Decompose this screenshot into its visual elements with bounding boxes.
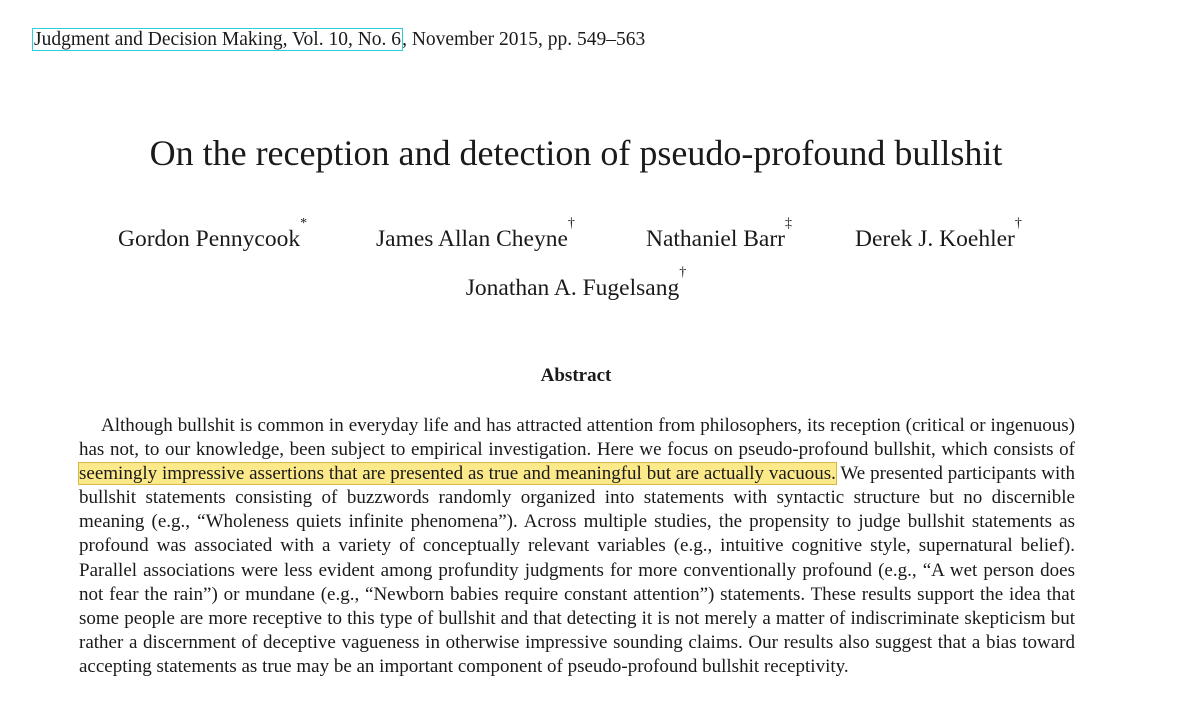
- author-3: [646, 216, 792, 256]
- affiliation-mark: †: [1014, 216, 1022, 231]
- abstract-text-after: We presented participants with bullshit statements consisting of buzzwords randomly organized into statements with syntactic structure but no discernible meaning (e.g., “Wholeness quiets infinite phenomena”). Across multiple studies, the propensity to judge bullshit statements as profound was associated with a variety of conceptually relevant variables (e.g., intuitive cognitive style, supernatural belief). Parallel associations were less evident among profundity judgments for more conventionally profound (e.g., “A wet person does not fear the rain”) or mundane (e.g., “Newborn babies require constant attention”) statements. These results support the idea that some people are more receptive to this type of bullshit and that detecting it is not merely a matter of indiscriminate skepticism but rather a discernment of deceptive vagueness in otherwise impressive sounding claims. Our results also suggest that a bias toward accepting statements as true may be an important component of pseudo-profound bullshit receptivity.: [79, 463, 1076, 677]
- author-name: Nathaniel Barr: [646, 226, 785, 252]
- author-5: [0, 265, 1152, 305]
- abstract-text-before: Although bullshit is common in everyday life and has attracted attention from philosophers, its reception (critical or ingenuous) has not, to our knowledge, been subject to empirical investigation. Here we focus on pseudo-profound bullshit, which consists of: [79, 415, 1075, 461]
- affiliation-mark: †: [567, 216, 575, 231]
- abstract-heading: Abstract: [540, 365, 612, 386]
- journal-date-pages: , November 2015, pp. 549–563: [402, 29, 646, 50]
- affiliation-mark: ‡: [784, 216, 792, 231]
- author-name: Gordon Pennycook: [118, 226, 301, 252]
- author-name: Jonathan A. Fugelsang: [465, 275, 680, 301]
- journal-header: [33, 28, 645, 52]
- highlighted-text[interactable]: seemingly impressive assertions that are presented as true and meaningful but are actually vacuous.: [79, 463, 836, 485]
- author-1: [118, 216, 308, 256]
- author-2: [376, 216, 575, 256]
- abstract-text: [79, 414, 1075, 679]
- paper-title: On the reception and detection of pseudo-profound bullshit: [149, 133, 1003, 173]
- author-name: Derek J. Koehler: [855, 226, 1015, 252]
- affiliation-mark: †: [679, 265, 687, 280]
- author-list: [0, 216, 1200, 256]
- affiliation-mark: *: [300, 216, 308, 231]
- journal-citation-link[interactable]: Judgment and Decision Making, Vol. 10, No. 6: [34, 29, 402, 50]
- author-4: [855, 216, 1022, 256]
- author-name: James Allan Cheyne: [376, 226, 568, 252]
